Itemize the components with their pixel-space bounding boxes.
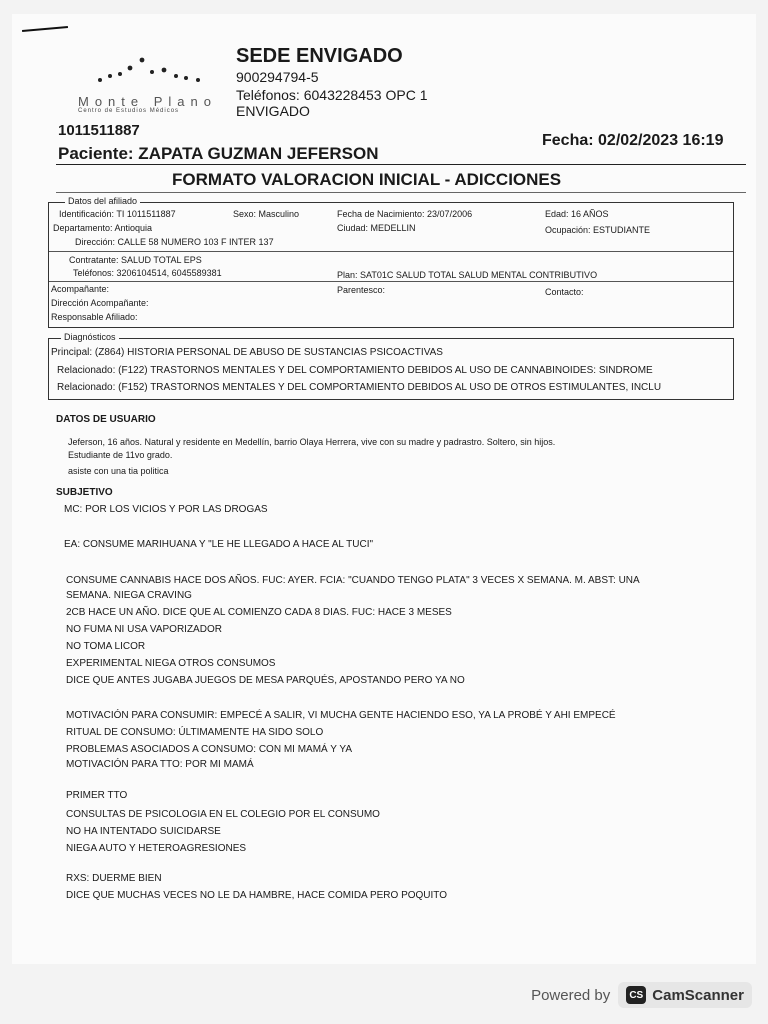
- camscanner-logo-icon: CS: [626, 986, 646, 1004]
- diagnostico-principal: Principal: (Z864) HISTORIA PERSONAL DE ABUSO DE SUSTANCIAS PSICOACTIVAS: [51, 347, 443, 358]
- subjetivo-line: RXS: DUERME BIEN: [66, 873, 162, 884]
- edad: Edad: 16 AÑOS: [545, 209, 609, 219]
- powered-by-label: Powered by: [531, 986, 611, 1004]
- direccion-acompanante: Dirección Acompañante:: [51, 298, 149, 308]
- direccion: Dirección: CALLE 58 NUMERO 103 F INTER 137: [75, 237, 274, 247]
- subjetivo-line: PROBLEMAS ASOCIADOS A CONSUMO: CON MI MAMÁ Y YA: [66, 744, 352, 755]
- subjetivo-line: NO FUMA NI USA VAPORIZADOR: [66, 624, 222, 635]
- subjetivo-line: NIEGA AUTO Y HETEROAGRESIONES: [66, 843, 247, 854]
- contacto: Contacto:: [545, 287, 584, 297]
- diagnostico-relacionado-1: Relacionado: (F122) TRASTORNOS MENTALES Y DEL COMPORTAMIENTO DEBIDOS AL USO DE CANNABINOIDES: SINDROME: [57, 365, 653, 376]
- subjetivo-line: EXPERIMENTAL NIEGA OTROS CONSUMOS: [66, 658, 276, 669]
- logo-dots-icon: [94, 50, 214, 90]
- subjetivo-line: 2CB HACE UN AÑO. DICE QUE AL COMIENZO CADA 8 DIAS. FUC: HACE 3 MESES: [66, 607, 452, 618]
- ciudad: Ciudad: MEDELLIN: [337, 223, 416, 233]
- diagnosticos-legend: Diagnósticos: [61, 332, 119, 342]
- subjetivo-line: NO HA INTENTADO SUICIDARSE: [66, 826, 221, 837]
- subjetivo-line: CONSUME CANNABIS HACE DOS AÑOS. FUC: AYER. FCIA: "CUANDO TENGO PLATA" 3 VECES X SEMANA. M. ABST: UNA: [66, 575, 640, 586]
- divider: [56, 164, 746, 165]
- camscanner-badge: [618, 982, 752, 1008]
- separator: [49, 251, 733, 252]
- ciudad: ENVIGADO: [236, 103, 310, 119]
- departamento: Departamento: Antioquia: [53, 223, 153, 233]
- patient-id: 1011511887: [58, 122, 140, 139]
- fecha-nacimiento: Fecha de Nacimiento: 23/07/2006: [337, 209, 473, 219]
- subjetivo-line: MOTIVACIÓN PARA CONSUMIR: EMPECÉ A SALIR, VI MUCHA GENTE HACIENDO ESO, YA LA PROBÉ Y AHI EMPECÉ: [66, 710, 616, 721]
- datos-usuario-line: Estudiante de 11vo grado.: [68, 450, 173, 460]
- parentesco: Parentesco:: [337, 285, 386, 295]
- logo-subtitle: Centro de Estudios Médicos: [78, 108, 180, 114]
- subjetivo-line: PRIMER TTO: [66, 790, 128, 801]
- subjetivo-line: MOTIVACIÓN PARA TTO: POR MI MAMÁ: [66, 759, 254, 770]
- plan: Plan: SAT01C SALUD TOTAL SALUD MENTAL CONTRIBUTIVO: [337, 270, 598, 280]
- identificacion: Identificación: TI 1011511887: [59, 209, 176, 219]
- contratante: Contratante: SALUD TOTAL EPS: [69, 255, 202, 265]
- camscanner-brand: CamScanner: [652, 986, 744, 1004]
- afiliado-box: [48, 196, 734, 328]
- subjetivo-line: NO TOMA LICOR: [66, 641, 146, 652]
- datos-usuario-heading: DATOS DE USUARIO: [56, 414, 156, 425]
- separator: [49, 281, 733, 282]
- subjetivo-line: DICE QUE ANTES JUGABA JUEGOS DE MESA PARQUÉS, APOSTANDO PERO YA NO: [66, 675, 465, 686]
- subjetivo-line: CONSULTAS DE PSICOLOGIA EN EL COLEGIO POR EL CONSUMO: [66, 809, 380, 820]
- camscanner-watermark: [531, 982, 752, 1008]
- scanned-document: [12, 14, 756, 964]
- nit: 900294794-5: [236, 69, 319, 85]
- ocupacion: Ocupación: ESTUDIANTE: [545, 225, 651, 235]
- datos-usuario-line: asiste con una tia politica: [68, 466, 169, 476]
- telefonos: Teléfonos: 6043228453 OPC 1: [236, 87, 428, 103]
- patient-name: Paciente: ZAPATA GUZMAN JEFERSON: [58, 144, 379, 163]
- logo-name: Monte Plano: [78, 94, 217, 109]
- sede-title: SEDE ENVIGADO: [236, 45, 403, 67]
- pen-mark: [22, 26, 68, 32]
- subjetivo-line: DICE QUE MUCHAS VECES NO LE DA HAMBRE, HACE COMIDA PERO POQUITO: [66, 890, 447, 901]
- subjetivo-line: RITUAL DE CONSUMO: ÚLTIMAMENTE HA SIDO SOLO: [66, 727, 324, 738]
- subjetivo-line: SEMANA. NIEGA CRAVING: [66, 590, 192, 601]
- form-title: FORMATO VALORACION INICIAL - ADICCIONES: [172, 170, 562, 189]
- diagnosticos-box: [48, 332, 734, 400]
- sexo: Sexo: Masculino: [233, 209, 300, 219]
- afiliado-legend: Datos del afiliado: [65, 196, 140, 206]
- acompanante: Acompañante:: [51, 284, 110, 294]
- datos-usuario-line: Jeferson, 16 años. Natural y residente en Medellín, barrio Olaya Herrera, vive con su madre y padrastro. Soltero, sin hijos.: [68, 437, 556, 447]
- fecha: Fecha: 02/02/2023 16:19: [542, 132, 724, 149]
- telefonos-afiliado: Teléfonos: 3206104514, 6045589381: [73, 268, 222, 278]
- subjetivo-heading: SUBJETIVO: [56, 487, 113, 498]
- divider: [56, 192, 746, 193]
- responsable-afiliado: Responsable Afiliado:: [51, 312, 138, 322]
- diagnostico-relacionado-2: Relacionado: (F152) TRASTORNOS MENTALES Y DEL COMPORTAMIENTO DEBIDOS AL USO DE OTROS ESTIMULANTES, INCLU: [57, 382, 662, 393]
- subjetivo-line: MC: POR LOS VICIOS Y POR LAS DROGAS: [64, 504, 268, 515]
- subjetivo-line: EA: CONSUME MARIHUANA Y "LE HE LLEGADO A HACE AL TUCI": [64, 539, 374, 550]
